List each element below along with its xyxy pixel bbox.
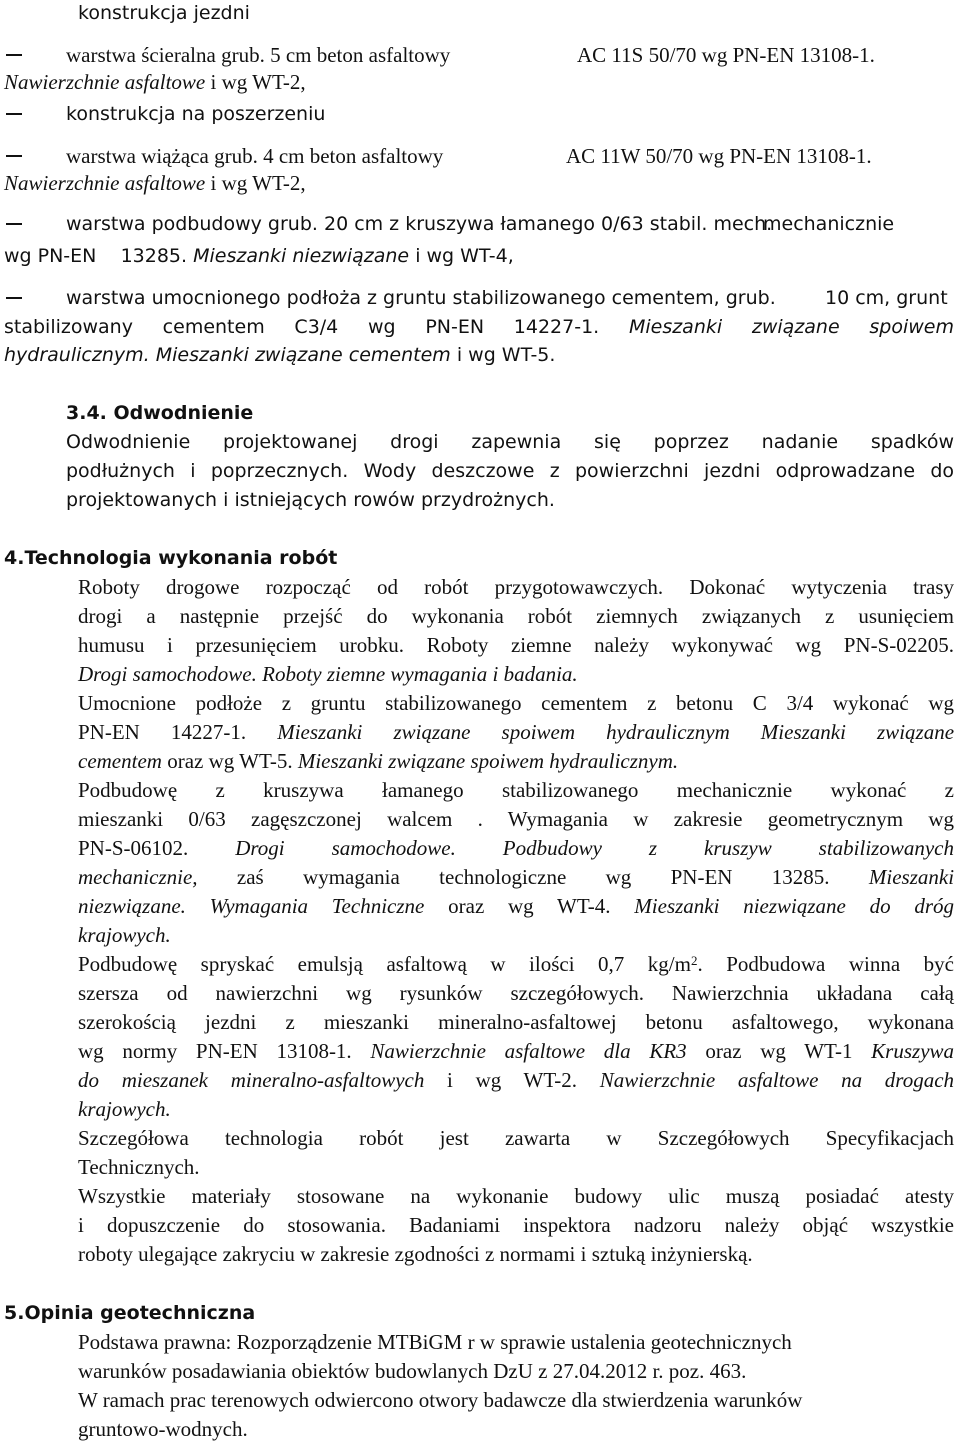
section-5-line3: W ramach prac terenowych odwiercono otwory badawcze dla stwierdzenia warunków bbox=[78, 1388, 803, 1412]
layer-binder-spec: AC 11W 50/70 wg PN-EN 13108-1. bbox=[566, 144, 872, 168]
text-run: Dokonać wytyczenia trasy bbox=[689, 575, 954, 599]
norm-title: Nawierzchnie asfaltowe bbox=[4, 171, 206, 195]
norm-title: Mieszanki związane cementem bbox=[155, 344, 451, 366]
norm-title: Mieszanki związane spoiwem hydraulicznym. bbox=[297, 749, 679, 773]
text-run: PN-S-06102. bbox=[78, 836, 189, 860]
section-4-p4-line3: szerokością jezdni z mieszanki mineralno-asfaltowej betonu asfaltowego, wykonana bbox=[78, 1010, 954, 1034]
section-5-line2: warunków posadawiania obiektów budowlanych DzU z 27.04.2012 r. poz. 463. bbox=[78, 1359, 747, 1383]
construction-widening-label: konstrukcja na poszerzeniu bbox=[66, 103, 326, 125]
section-4-p6-line2: i dopuszczenie do stosowania. Badaniami inspektora nadzoru należy objąć wszystkie bbox=[78, 1213, 954, 1237]
layer-improved-subgrade-line3 bbox=[4, 342, 555, 368]
superscript: 2 bbox=[690, 953, 698, 968]
section-4-p2-line1: Umocnione podłoże z gruntu stabilizowanego cementem z betonu C 3/4 wykonać wg bbox=[78, 691, 954, 715]
layer-subbase-line2 bbox=[4, 243, 514, 269]
construction-roadway-label: konstrukcja jezdni bbox=[78, 2, 250, 24]
section-5-line1: Podstawa prawna: Rozporządzenie MTBiGM r w sprawie ustalenia geotechnicznych bbox=[78, 1330, 792, 1354]
section-4-p5-line2: Technicznych. bbox=[78, 1155, 200, 1179]
section-3-4-line2 bbox=[66, 458, 954, 484]
norm-title: Nawierzchnie asfaltowe na drogach bbox=[599, 1068, 955, 1092]
text-run: i wg WT-2, bbox=[210, 171, 306, 195]
section-3-4-line1: Odwodnienie projektowanej drogi zapewnia się poprzez nadanie spadków bbox=[66, 431, 954, 453]
text-run: warstwa ścieralna grub. 5 cm beton asfaltowy bbox=[66, 43, 451, 67]
text-run: . Podbudowa winna być bbox=[697, 952, 954, 976]
layer-wearing-line2 bbox=[4, 69, 306, 95]
layer-subbase-line1: warstwa podbudowy grub. 20 cm z kruszywa łamanego 0/63 stabil. mech. bbox=[66, 213, 773, 235]
norm-title: niezwiązane. Wymagania Techniczne bbox=[78, 894, 425, 918]
norm-title: Drogi samochodowe. Podbudowy z kruszyw stabilizowanych bbox=[235, 836, 954, 860]
norm-title: cementem bbox=[78, 749, 162, 773]
section-4-p6-line1: Wszystkie materiały stosowane na wykonanie budowy ulic muszą posiadać atesty bbox=[78, 1184, 954, 1208]
text-run: oraz wg WT-4. bbox=[448, 894, 611, 918]
section-4-p4-line5 bbox=[78, 1067, 954, 1093]
text-run: 13285. bbox=[120, 245, 188, 267]
layer-wearing-line1 bbox=[66, 42, 450, 68]
norm-title: Mieszanki bbox=[868, 865, 955, 889]
text-run: i wg WT-4, bbox=[415, 245, 514, 267]
section-4-p1-line3: humusu i przesunięciem urobku. Roboty ziemne należy wykonywać wg PN-S-02205. bbox=[78, 633, 954, 657]
norm-title: Nawierzchnie asfaltowe dla KR3 bbox=[370, 1039, 687, 1063]
text-run: zaś wymagania technologiczne wg PN-EN 13285. bbox=[236, 865, 830, 889]
layer-wearing-spec: AC 11S 50/70 wg PN-EN 13108-1. bbox=[577, 43, 875, 67]
section-3-4-line3: projektowanych i istniejących rowów przydrożnych. bbox=[66, 489, 555, 511]
text-run: Wody deszczowe z powierzchni jezdni odprowadzane do bbox=[363, 460, 955, 482]
layer-improved-subgrade-line1: warstwa umocnionego podłoża z gruntu stabilizowanego cementem, grub. bbox=[66, 287, 776, 309]
section-4-p4-line2: szersza od nawierzchni wg rysunków szczegółowych. Nawierzchnia układana całą bbox=[78, 981, 954, 1005]
text-run: wg normy PN-EN 13108-1. bbox=[78, 1039, 352, 1063]
norm-title: Mieszanki związane spoiwem bbox=[628, 316, 954, 338]
section-4-p3-line3 bbox=[78, 835, 954, 861]
norm-title: Mieszanki niezwiązane do dróg bbox=[634, 894, 955, 918]
norm-title: Mieszanki niezwiązane bbox=[193, 245, 410, 267]
norm-title: Nawierzchnie asfaltowe bbox=[4, 70, 206, 94]
section-4-p3-line4 bbox=[78, 864, 954, 890]
section-4-p2-line3 bbox=[78, 748, 678, 774]
section-4-p3-line1: Podbudowę z kruszywa łamanego stabilizowanego mechanicznie wykonać z bbox=[78, 778, 954, 802]
layer-binder-line1: warstwa wiążąca grub. 4 cm beton asfaltowy bbox=[66, 144, 444, 168]
text-run: podłużnych i poprzecznych. bbox=[66, 460, 349, 482]
norm-title: mechanicznie, bbox=[78, 865, 198, 889]
section-5-heading: 5.Opinia geotechniczna bbox=[4, 1302, 256, 1324]
section-4-p5-line1: Szczegółowa technologia robót jest zawarta w Szczegółowych Specyfikacjach bbox=[78, 1126, 954, 1150]
layer-improved-subgrade-line1-end: 10 cm, grunt bbox=[825, 287, 948, 309]
section-4-p1-line1 bbox=[78, 574, 954, 600]
text-run: i wg WT-2, bbox=[210, 70, 306, 94]
section-5-line4: gruntowo-wodnych. bbox=[78, 1417, 248, 1441]
section-4-p3-line2: mieszanki 0/63 zagęszczonej walcem . Wymagania w zakresie geometrycznym wg bbox=[78, 807, 954, 831]
section-4-p1-line2: drogi a następnie przejść do wykonania robót ziemnych związanych z usunięciem bbox=[78, 604, 954, 628]
norm-title: Mieszanki związane spoiwem hydraulicznym Mieszanki związane bbox=[277, 720, 955, 744]
text-run: Roboty drogowe rozpocząć od robót przygotowawczych. bbox=[78, 575, 664, 599]
section-4-p4-line1 bbox=[78, 951, 954, 977]
section-4-p6-line3: roboty ulegające zakryciu w zakresie zgodności z normami i sztuką inżynierską. bbox=[78, 1242, 753, 1266]
layer-binder-line2 bbox=[4, 170, 306, 196]
text-run: oraz wg WT-5. bbox=[167, 749, 293, 773]
text-run: oraz wg WT-1 bbox=[705, 1039, 853, 1063]
section-4-p4-line4 bbox=[78, 1038, 954, 1064]
norm-title: Kruszywa bbox=[871, 1039, 955, 1063]
text-run: wg PN-EN bbox=[4, 245, 97, 267]
text-run: i wg WT-2. bbox=[447, 1068, 578, 1092]
section-3-4-heading: 3.4. Odwodnienie bbox=[66, 402, 254, 424]
section-4-p1-line4: Drogi samochodowe. Roboty ziemne wymagania i badania. bbox=[78, 662, 578, 686]
norm-title: do mieszanek mineralno-asfaltowych bbox=[78, 1068, 425, 1092]
section-4-p2-line2 bbox=[78, 719, 954, 745]
section-4-p3-line5 bbox=[78, 893, 954, 919]
section-4-p3-line6: krajowych. bbox=[78, 923, 171, 947]
text-run: Podbudowę spryskać emulsją asfaltową w ilości 0,7 kg/m bbox=[78, 952, 691, 976]
norm-title: hydraulicznym. bbox=[4, 344, 150, 366]
layer-improved-subgrade-line2 bbox=[4, 314, 954, 340]
section-4-heading: 4.Technologia wykonania robót bbox=[4, 547, 338, 569]
text-run: i wg WT-5. bbox=[456, 344, 556, 366]
layer-subbase-line1-end: mechanicznie bbox=[763, 213, 895, 235]
text-run: PN-EN 14227-1. bbox=[78, 720, 247, 744]
section-4-p4-line6: krajowych. bbox=[78, 1097, 171, 1121]
text-run: stabilizowany cementem C3/4 wg PN-EN 14227-1. bbox=[4, 316, 600, 338]
